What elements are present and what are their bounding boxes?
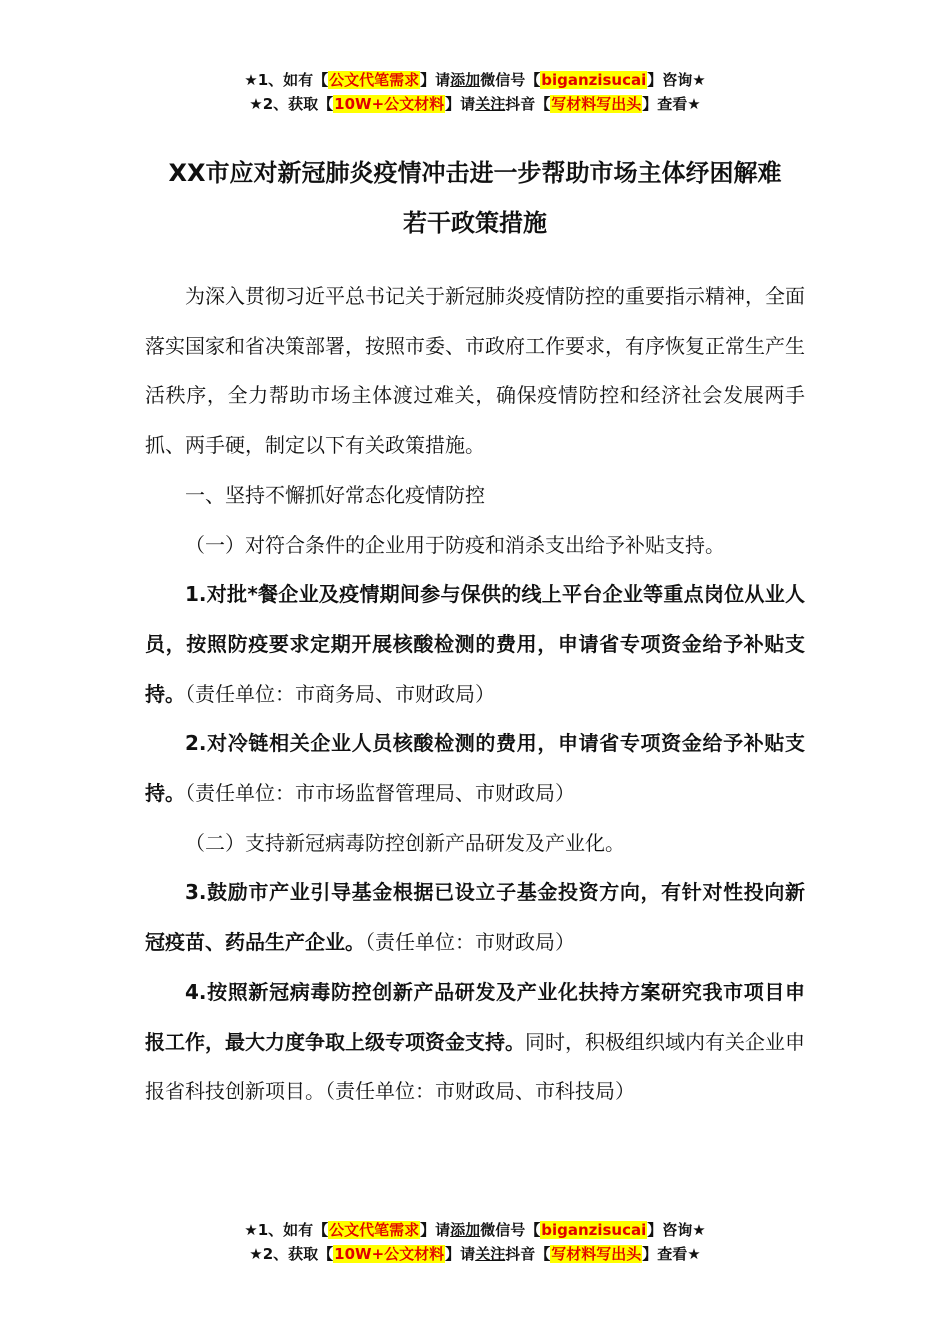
subsection-heading-1: （一）对符合条件的企业用于防疫和消杀支出给予补贴支持。 [185, 532, 725, 557]
highlight-wechat-id: biganzisucai [541, 71, 647, 89]
highlight-service: 公文代笔需求 [329, 71, 420, 89]
highlight-wechat-id: biganzisucai [541, 1221, 647, 1239]
item-1: 1.对批*餐企业及疫情期间参与保供的线上平台企业等重点岗位从业人员，按照防疫要求定期开展核酸检测的费用，申请省专项资金给予补贴支持。（责任单位：市商务局、市财政局） [145, 582, 805, 706]
item-2: 2.对冷链相关企业人员核酸检测的费用，申请省专项资金给予补贴支持。（责任单位：市市场监督管理局、市财政局） [145, 731, 805, 806]
intro-paragraph: 为深入贯彻习近平总书记关于新冠肺炎疫情防控的重要指示精神，全面落实国家和省决策部署，按照市委、市政府工作要求，有序恢复正常生产生活秩序，全力帮助市场主体渡过难关，确保疫情防控和经济社会发展两手抓、两手硬，制定以下有关政策措施。 [145, 284, 805, 458]
highlight-service: 公文代笔需求 [329, 1221, 420, 1239]
highlight-materials: 10W+公文材料 [334, 1245, 445, 1263]
title-line-2: 若干政策措施 [403, 209, 547, 237]
highlight-douyin: 写材料写出头 [551, 95, 642, 113]
star-icon: ★ [687, 95, 701, 113]
banner-line-2: ★2、获取【10W+公文材料】请关注抖音【写材料写出头】查看★ [249, 95, 701, 113]
document-title [0, 148, 950, 248]
header-banner [0, 68, 950, 116]
banner-line-2: ★2、获取【10W+公文材料】请关注抖音【写材料写出头】查看★ [249, 1245, 701, 1263]
item-3: 3.鼓励市产业引导基金根据已设立子基金投资方向，有针对性投向新冠疫苗、药品生产企业。（责任单位：市财政局） [145, 880, 805, 955]
star-icon: ★ [692, 71, 706, 89]
star-icon: ★ [244, 1221, 258, 1239]
document-body [145, 272, 805, 1117]
star-icon: ★ [687, 1245, 701, 1263]
subsection-heading-2: （二）支持新冠病毒防控创新产品研发及产业化。 [185, 830, 625, 855]
title-line-1: XX市应对新冠肺炎疫情冲击进一步帮助市场主体纾困解难 [168, 159, 782, 187]
item-4: 4.按照新冠病毒防控创新产品研发及产业化扶持方案研究我市项目申报工作，最大力度争取上级专项资金支持。同时，积极组织域内有关企业申报省科技创新项目。（责任单位：市财政局、市科技局） [145, 979, 805, 1104]
star-icon: ★ [249, 1245, 263, 1263]
highlight-douyin: 写材料写出头 [551, 1245, 642, 1263]
banner-line-1: ★1、如有【公文代笔需求】请添加微信号【biganzisucai】咨询★ [244, 1221, 706, 1239]
highlight-materials: 10W+公文材料 [334, 95, 445, 113]
star-icon: ★ [249, 95, 263, 113]
star-icon: ★ [244, 71, 258, 89]
banner-line-1: ★1、如有【公文代笔需求】请添加微信号【biganzisucai】咨询★ [244, 71, 706, 89]
star-icon: ★ [692, 1221, 706, 1239]
section-heading-1: 一、坚持不懈抓好常态化疫情防控 [185, 482, 485, 507]
footer-banner [0, 1218, 950, 1266]
